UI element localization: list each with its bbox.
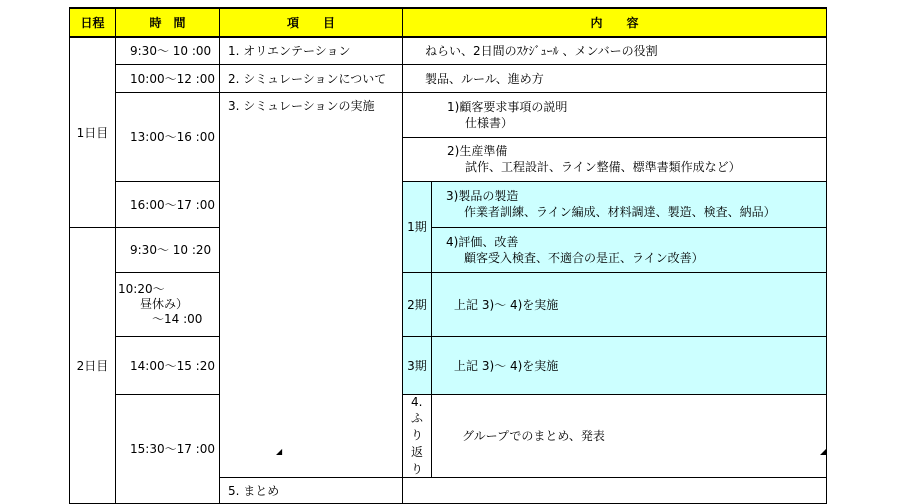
content-cell: 製品、ルール、進め方 [403, 64, 827, 92]
cell-marker-icon: ◢ [276, 447, 283, 456]
time-cell: 16:00～17 :00 [116, 181, 220, 227]
time-cell: 15:30～17 :00 [116, 394, 220, 503]
item-cell: 5. まとめ [220, 477, 403, 503]
time-cell: 9:30～ 10 :00 [116, 37, 220, 64]
content-cell: 1)顧客要求事項の説明 仕様書） [403, 92, 827, 137]
table-row [70, 336, 827, 394]
table-row [70, 37, 827, 64]
content-cell: ねらい、2日間のｽｹｼﾞｭｰﾙ 、メンバーの役割 [403, 37, 827, 64]
table-row [70, 394, 827, 477]
time-cell: 10:20～ 昼休み） ～14 :00 [116, 272, 220, 336]
period-3-cell: 3期 [403, 336, 432, 394]
content-cell: 2)生産準備 試作、工程設計、ライン整備、標準書類作成など） [403, 137, 827, 181]
day-2-cell: 2日目 [70, 227, 116, 503]
time-cell: 14:00～15 :20 [116, 336, 220, 394]
day-1-cell: 1日目 [70, 37, 116, 227]
header-row [70, 8, 827, 37]
content-cell: 4)評価、改善 顧客受入検査、不適合の是正、ライン改善） [432, 227, 827, 272]
table-row [70, 272, 827, 336]
schedule-table [69, 7, 827, 504]
time-cell: 13:00～16 :00 [116, 92, 220, 181]
cell-marker-icon: ◢ [820, 447, 827, 456]
header-schedule: 日程 [70, 8, 116, 37]
item-cell: 3. シミュレーションの実施 [220, 92, 403, 477]
item-cell: 1. オリエンテーション [220, 37, 403, 64]
item-cell: 4. ふり返り [403, 394, 432, 477]
table-row [70, 64, 827, 92]
period-1-cell: 1期 [403, 181, 432, 272]
content-cell: グループでのまとめ、発表 [432, 394, 827, 477]
content-cell: 上記 3)～ 4)を実施 [432, 272, 827, 336]
content-cell: 上記 3)～ 4)を実施 [432, 336, 827, 394]
table-row [70, 92, 827, 137]
time-cell: 9:30～ 10 :20 [116, 227, 220, 272]
item-cell: 2. シミュレーションについて [220, 64, 403, 92]
header-content: 内 容 [403, 8, 827, 37]
table-row [70, 227, 827, 272]
period-2-cell: 2期 [403, 272, 432, 336]
header-time: 時 間 [116, 8, 220, 37]
table-row [70, 181, 827, 227]
content-cell [403, 477, 827, 503]
header-item: 項 目 [220, 8, 403, 37]
content-cell: 3)製品の製造 作業者訓練、ライン編成、材料調達、製造、検査、納品） [432, 181, 827, 227]
time-cell: 10:00～12 :00 [116, 64, 220, 92]
